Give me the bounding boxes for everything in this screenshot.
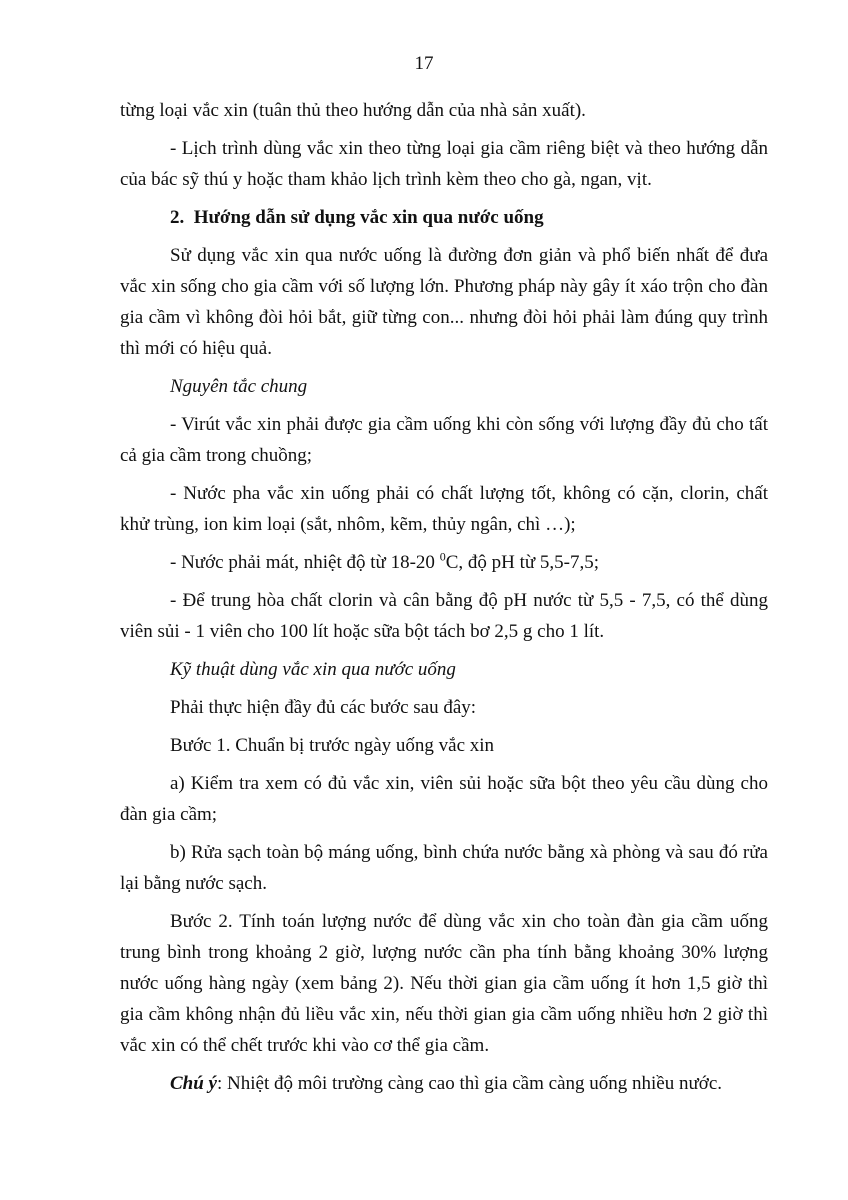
list-item: b) Rửa sạch toàn bộ máng uống, bình chứa nước bằng xà phòng và sau đó rửa lại bằng nước sạch. bbox=[120, 842, 768, 894]
note bbox=[120, 1068, 768, 1099]
section-number: 2 bbox=[170, 207, 180, 228]
step-title: Bước 1. Chuẩn bị trước ngày uống vắc xin bbox=[170, 735, 495, 756]
note-label: Chú ý bbox=[170, 1073, 217, 1094]
list-item: - Để trung hòa chất clorin và cân bằng độ pH nước từ 5,5 - 7,5, có thể dùng viên sủi - 1 viên cho 100 lít hoặc sữa bột tách bơ 2,5 g cho 1 lít. bbox=[120, 590, 768, 642]
paragraph: - Lịch trình dùng vắc xin theo từng loại gia cầm riêng biệt và theo hướng dẫn của bác sỹ thú y hoặc tham khảo lịch trình kèm theo cho gà, ngan, vịt. bbox=[120, 138, 768, 190]
paragraph: Sử dụng vắc xin qua nước uống là đường đơn giản và phổ biến nhất để đưa vắc xin sống cho gia cầm với số lượng lớn. Phương pháp này gây ít xáo trộn cho đàn gia cầm vì không đòi hỏi bắt, giữ từng con... nhưng đòi hỏi phải làm đúng quy trình thì mới có hiệu quả. bbox=[120, 245, 768, 359]
list-item bbox=[120, 547, 768, 578]
list-item: - Nước pha vắc xin uống phải có chất lượng tốt, không có cặn, clorin, chất khử trùng, ion kim loại (sắt, nhôm, kẽm, thủy ngân, chì …); bbox=[120, 483, 768, 535]
text-fragment: C, độ pH từ 5,5-7,5; bbox=[445, 552, 600, 573]
note-text: : Nhiệt độ môi trường càng cao thì gia cầm càng uống nhiều nước. bbox=[217, 1073, 723, 1094]
paragraph: Phải thực hiện đầy đủ các bước sau đây: bbox=[170, 697, 477, 718]
text-fragment: - Nước phải mát, nhiệt độ từ 18-20 bbox=[170, 552, 440, 573]
superscript: 0 bbox=[439, 549, 446, 564]
list-item: a) Kiểm tra xem có đủ vắc xin, viên sủi hoặc sữa bột theo yêu cầu dùng cho đàn gia cầm; bbox=[120, 773, 768, 825]
paragraph: từng loại vắc xin (tuân thủ theo hướng dẫn của nhà sản xuất). bbox=[120, 100, 586, 121]
subheading: Kỹ thuật dùng vắc xin qua nước uống bbox=[170, 659, 456, 680]
page-number: 17 bbox=[414, 53, 434, 74]
document-body bbox=[120, 95, 768, 1106]
section-heading: 2. Hướng dẫn sử dụng vắc xin qua nước uống bbox=[170, 207, 544, 228]
list-item: - Virút vắc xin phải được gia cầm uống khi còn sống với lượng đầy đủ cho tất cả gia cầm trong chuồng; bbox=[120, 414, 768, 466]
subheading: Nguyên tắc chung bbox=[170, 376, 308, 397]
section-title: Hướng dẫn sử dụng vắc xin qua nước uống bbox=[193, 207, 544, 228]
paragraph: Bước 2. Tính toán lượng nước để dùng vắc xin cho toàn đàn gia cầm uống trung bình trong khoảng 2 giờ, lượng nước cần pha tính bằng khoảng 30% lượng nước uống hàng ngày (xem bảng 2). Nếu thời gian gia cầm uống ít hơn 1,5 giờ thì gia cầm không nhận đủ liều vắc xin, nếu thời gian gia cầm uống nhiều hơn 2 giờ thì vắc xin có thể chết trước khi vào cơ thể gia cầm. bbox=[120, 911, 768, 1056]
